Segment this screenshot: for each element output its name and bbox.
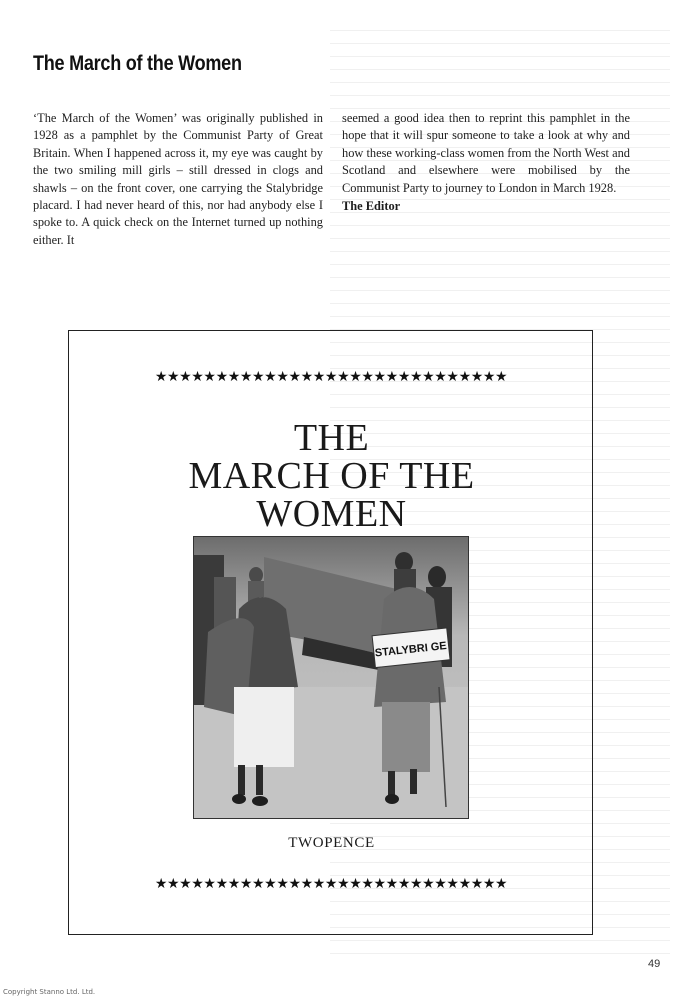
pamphlet-title-line-3: WOMEN — [256, 493, 407, 535]
editor-signoff: The Editor — [342, 199, 401, 214]
article-column-right — [342, 110, 630, 215]
intro-paragraph-end: seemed a good idea then to reprint this pamphlet in the hope that it will spur someone to take a look at why and how these working-class women from the North West and Scotland and elsewhere were mobilised by the Communist Party to journey to London in March 1928. — [342, 111, 630, 195]
mill-girls-photo-illustration — [194, 537, 469, 819]
cover-photo-mill-girls — [193, 536, 469, 819]
article-column-left — [33, 110, 323, 249]
pamphlet-title-line-1: THE — [293, 417, 370, 459]
article-title: The March of the Women — [33, 52, 242, 75]
intro-paragraph-start: ‘The March of the Women’ was originally published in 1928 as a pamphlet by the Communist Party of Great Britain. When I happened across it, my eye was caught by the two smiling mill girls – still dressed in clogs and shawls – on the front cover, one carrying the Stalybridge placard. I had never heard of this, nor had anybody else I spoke to. A quick check on the Internet turned up nothing either. It — [33, 111, 323, 247]
pamphlet-price: TWOPENCE — [288, 835, 375, 851]
star-border-bottom: ★★★★★★★★★★★★★★★★★★★★★★★★★★★★★ — [154, 876, 508, 892]
pamphlet-title — [69, 419, 594, 533]
copyright-notice: Copyright Stanno Ltd. Ltd. — [3, 988, 96, 996]
pamphlet-title-line-2: MARCH OF THE — [188, 455, 475, 497]
placard-text: STALYBRI GE — [374, 640, 448, 660]
star-border-top: ★★★★★★★★★★★★★★★★★★★★★★★★★★★★★ — [154, 369, 508, 385]
pamphlet-cover — [68, 330, 593, 935]
page-number: 49 — [648, 958, 661, 970]
